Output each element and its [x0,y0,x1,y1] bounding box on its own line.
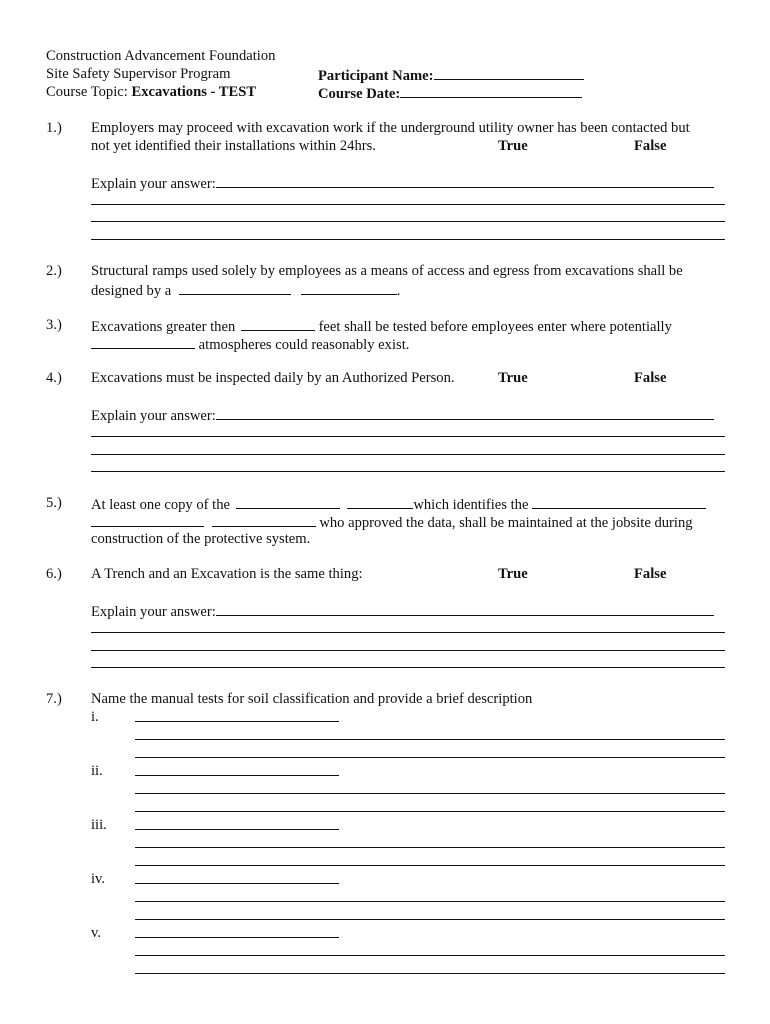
q3-prefix: Excavations greater then [91,319,236,335]
q7-item-i-desc-line-2[interactable] [135,757,725,758]
q7-item-iii-name-blank[interactable] [135,829,339,830]
q1-explain[interactable] [91,173,714,193]
q7-item-iv-name-blank[interactable] [135,883,339,884]
q2-text-line1: Structural ramps used solely by employees as a means of access and egress from excavations shall be [91,263,683,279]
q6-explain-label: Explain your answer: [91,604,216,620]
participant-name-blank[interactable] [434,65,584,80]
q3-text-line2 [91,334,409,354]
q3-suffix: feet shall be tested before employees enter where potentially [318,319,672,335]
org-name: Construction Advancement Foundation [46,48,276,64]
q6-answer-line-1[interactable] [91,632,725,633]
participant-name-field[interactable] [318,65,584,85]
q2-number: 2.) [46,263,62,279]
q5-blank-5[interactable] [212,512,316,527]
q1-text-line2: not yet identified their installations within 24hrs. [91,138,376,154]
course-topic [46,83,256,101]
q7-item-i-label: i. [91,709,99,725]
q6-true-option[interactable]: True [498,566,528,582]
q4-explain-blank[interactable] [216,405,714,420]
q5-blank-4[interactable] [91,512,204,527]
q2-suffix: . [396,283,401,299]
q4-true-option[interactable]: True [498,370,528,386]
q6-explain[interactable] [91,601,714,621]
q7-text-line1: Name the manual tests for soil classification and provide a brief description [91,691,533,707]
q7-item-iii-label: iii. [91,817,107,833]
q3-suffix-2: atmospheres could reasonably exist. [198,337,410,353]
q2-blank-2[interactable] [301,280,397,295]
q4-false-option[interactable]: False [634,370,667,386]
q4-explain-label: Explain your answer: [91,408,216,424]
q1-text-line1: Employers may proceed with excavation work if the underground utility owner has been contacted but [91,120,690,136]
q7-number: 7.) [46,691,62,707]
participant-name-label: Participant Name: [318,68,434,84]
q4-answer-line-2[interactable] [91,454,725,455]
q5-text-line3: construction of the protective system. [91,531,311,547]
q7-item-ii-name-blank[interactable] [135,775,339,776]
q7-item-v-name-blank[interactable] [135,937,339,938]
q5-number: 5.) [46,495,62,511]
q1-explain-label: Explain your answer: [91,176,216,192]
q2-blank-1[interactable] [179,280,291,295]
q6-explain-blank[interactable] [216,601,714,616]
q6-answer-line-2[interactable] [91,650,725,651]
q1-number: 1.) [46,120,62,136]
q4-answer-line-1[interactable] [91,436,725,437]
q1-answer-line-1[interactable] [91,204,725,205]
q7-item-i-name-blank[interactable] [135,721,339,722]
q7-item-v-desc-line-1[interactable] [135,955,725,956]
course-topic-suffix: - TEST [210,84,257,100]
q5-blank-1[interactable] [236,494,340,509]
q5-blank-3[interactable] [532,494,706,509]
q7-item-iii-desc-line-1[interactable] [135,847,725,848]
q4-text-line1: Excavations must be inspected daily by an Authorized Person. [91,370,455,386]
q7-item-iv-desc-line-2[interactable] [135,919,725,920]
q7-item-iii-desc-line-2[interactable] [135,865,725,866]
q7-item-ii-desc-line-1[interactable] [135,793,725,794]
q7-item-v-label: v. [91,925,101,941]
q7-item-v-desc-line-2[interactable] [135,973,725,974]
q5-mid: which identifies the [413,497,529,513]
course-date-field[interactable] [318,83,582,103]
course-date-blank[interactable] [400,83,582,98]
q3-blank-2[interactable] [91,334,195,349]
q6-false-option[interactable]: False [634,566,667,582]
q6-answer-line-3[interactable] [91,667,725,668]
q1-true-option[interactable]: True [498,138,528,154]
q2-prefix: designed by a [91,283,172,299]
q1-false-option[interactable]: False [634,138,667,154]
course-topic-value: Excavations [131,84,207,100]
q1-answer-line-2[interactable] [91,221,725,222]
q7-item-i-desc-line-1[interactable] [135,739,725,740]
q4-number: 4.) [46,370,62,386]
course-topic-label: Course Topic: [46,84,128,100]
q4-explain[interactable] [91,405,714,425]
q6-text-line1: A Trench and an Excavation is the same thing: [91,566,363,582]
q4-answer-line-3[interactable] [91,471,725,472]
q7-item-ii-desc-line-2[interactable] [135,811,725,812]
q2-text-line2 [91,280,400,300]
q6-number: 6.) [46,566,62,582]
q7-item-iv-label: iv. [91,871,106,887]
q1-explain-blank[interactable] [216,173,714,188]
q3-text-line1 [91,316,672,336]
q5-suffix: who approved the data, shall be maintained at the jobsite during [319,515,693,531]
program-name: Site Safety Supervisor Program [46,66,231,82]
q1-answer-line-3[interactable] [91,239,725,240]
course-date-label: Course Date: [318,86,401,102]
q7-item-iv-desc-line-1[interactable] [135,901,725,902]
q7-item-ii-label: ii. [91,763,103,779]
q3-blank-1[interactable] [241,316,315,331]
q3-number: 3.) [46,317,62,333]
q5-text-line2 [91,512,693,532]
q5-text-line1 [91,494,706,514]
q5-prefix: At least one copy of the [91,497,231,513]
q5-blank-2[interactable] [347,494,413,509]
